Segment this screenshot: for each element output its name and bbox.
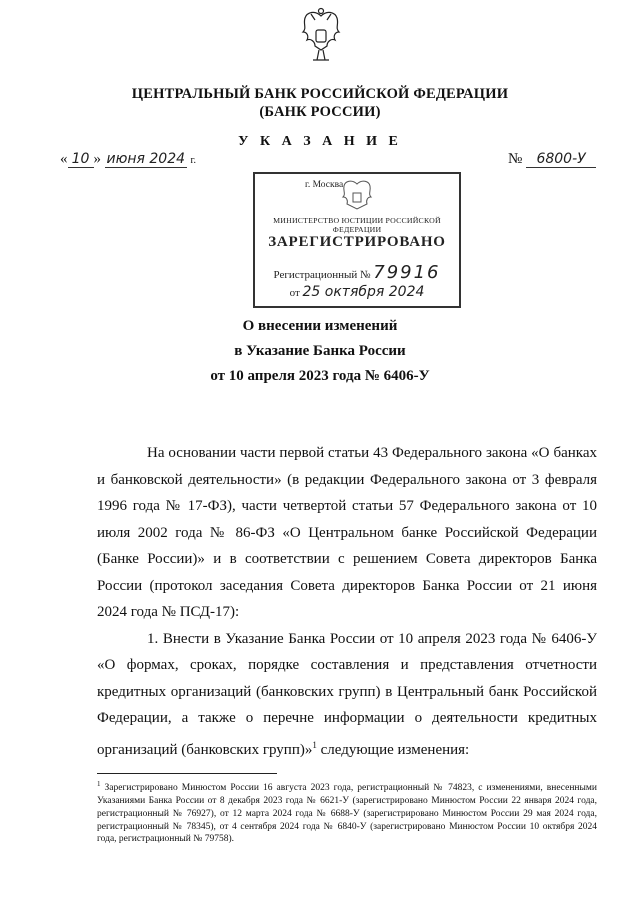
body-text: [97, 440, 597, 763]
stamp-registered: ЗАРЕГИСТРИРОВАНО: [268, 234, 446, 250]
footnote-marker: 1: [97, 780, 101, 788]
stamp-city: г. Москва: [305, 180, 344, 190]
date-day: 10: [68, 152, 94, 168]
footnote-divider: [97, 773, 277, 774]
date-suffix: г.: [190, 155, 196, 166]
paragraph-item-1-text: 1. Внести в Указание Банка России от 10 апреля 2023 года № 6406-У «О формах, сроках, порядке составления и представления отчетности кредитных организаций (банковских групп) в Центральный банк Российской Федерации, а также о перечне информации о деятельности кредитных организаций (банковских групп)»: [97, 630, 597, 758]
stamp-reg-number: 79916: [373, 262, 441, 283]
paragraph-preamble: На основании части первой статьи 43 Федерального закона «О банках и банковской деятельности» (в редакции Федерального закона от 3 февраля 1996 года № 17-ФЗ), части четвертой статьи 57 Федерального закона от 10 июля 2002 года № 86-ФЗ «О Центральном банке Российской Федерации (Банке России)» и в соответствии с решением Совета директоров Банка России (протокол заседания Совета директоров Банка России от 21 июня 2024 года № ПСД-17):: [97, 445, 597, 620]
date-close-quote: »: [93, 151, 101, 167]
document-type: У К А З А Н И Е: [238, 134, 402, 149]
stamp-reg-number-line: [255, 262, 459, 283]
stamp-date-label: от: [289, 287, 300, 299]
stamp-date-line: [255, 284, 459, 300]
footnote-ref: 1: [312, 739, 317, 750]
title-line3: от 10 апреля 2023 года № 6406-У: [210, 368, 430, 384]
date-month-year: июня 2024: [106, 151, 186, 167]
document-number: [508, 151, 596, 168]
registration-stamp: [253, 172, 461, 308]
stamp-reg-label: Регистрационный №: [273, 269, 371, 281]
date-open-quote: «: [60, 151, 68, 167]
paragraph-item-1: [97, 626, 597, 764]
org-name-line2: (БАНК РОССИИ): [259, 104, 381, 120]
stamp-ministry: МИНИСТЕРСТВО ЮСТИЦИИ РОССИЙСКОЙ ФЕДЕРАЦИИ: [273, 216, 441, 234]
title-line1: О внесении изменений: [242, 318, 398, 334]
footnote: [97, 778, 597, 846]
paragraph-item-1-tail: следующие изменения:: [316, 741, 470, 758]
footnote-text: Зарегистрировано Минюстом России 16 августа 2023 года, регистрационный № 74823, с изменениями, внесенными Указаниями Банка России от 8 декабря 2023 года № 6621-У (зарегистрировано Минюстом России 22 января 2024 года, регистрационный № 76927), от 12 марта 2024 года № 6688-У (зарегистрировано Минюстом России 29 мая 2024 года, регистрационный № 78345), от 4 сентября 2024 года № 6840-У (зарегистрировано Минюстом России 10 октября 2024 года, регистрационный № 79758).: [97, 783, 597, 845]
number-prefix: №: [508, 151, 523, 167]
org-name-line1: ЦЕНТРАЛЬНЫЙ БАНК РОССИЙСКОЙ ФЕДЕРАЦИИ: [131, 86, 509, 102]
number-value: 6800-У: [526, 152, 596, 168]
coat-of-arms-emblem: [297, 6, 345, 64]
title-line2: в Указание Банка России: [234, 343, 406, 359]
document-date: [60, 151, 196, 168]
stamp-reg-date: 25 октября 2024: [302, 284, 425, 300]
